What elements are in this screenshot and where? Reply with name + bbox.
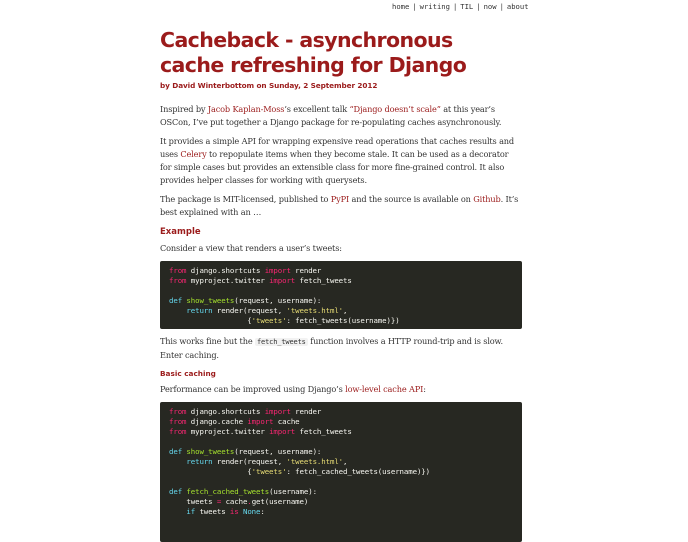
text: at this year’s OSCon, I’ve put together a Django package for re-populating caches asynchronously.	[160, 104, 502, 127]
nav-about[interactable]: about	[506, 2, 529, 11]
code-token: {	[169, 467, 252, 476]
text: This works fine but the	[160, 336, 255, 346]
code-block-cached	[160, 402, 522, 542]
link-github[interactable]: Github	[473, 194, 501, 204]
nav-writing[interactable]: writing	[419, 2, 450, 11]
code-token: (username):	[269, 487, 317, 496]
code-token: myproject.twitter	[186, 427, 270, 436]
link-jacob-kaplan-moss[interactable]: Jacob Kaplan-Moss	[207, 104, 285, 114]
code-token: cache	[273, 417, 300, 426]
text: It provides a simple API for wrapping expensive read operations that caches results and uses	[160, 136, 515, 159]
code-token: import	[264, 266, 291, 275]
code-token: django.shortcuts	[186, 407, 265, 416]
link-django-doesnt-scale[interactable]: “Django doesn’t scale”	[349, 104, 441, 114]
text: :	[423, 384, 426, 394]
code-token: show_tweets	[186, 447, 235, 456]
link-low-level-cache-api[interactable]: low-level cache API	[345, 384, 424, 394]
code-token: from	[169, 427, 187, 436]
byline-middle: on	[254, 81, 269, 90]
code-token: show_tweets	[186, 296, 235, 305]
nav-separator: |	[412, 2, 417, 11]
code-token	[169, 457, 186, 466]
code-token: ,	[343, 306, 348, 315]
code-token: : fetch_cached_tweets(username)})	[286, 467, 430, 476]
byline	[160, 81, 522, 90]
code-token: from	[169, 407, 187, 416]
code-token: is	[229, 507, 239, 516]
code-token: import	[264, 407, 291, 416]
nav-separator: |	[452, 2, 458, 11]
code-token	[169, 306, 186, 315]
inline-code: fetch_tweets	[256, 338, 306, 346]
code-token: :	[260, 507, 265, 516]
text: Inspired by	[160, 104, 208, 114]
code-token: tweets	[195, 507, 230, 516]
heading-basic-caching: Basic caching	[160, 369, 216, 378]
code-token: =	[216, 497, 222, 506]
code-token: tweets	[169, 497, 217, 506]
code-token: fetch_cached_tweets	[186, 487, 270, 496]
text: ’s excellent talk	[284, 104, 350, 114]
code-token: None	[242, 507, 261, 516]
code-token: cache	[221, 497, 248, 506]
link-celery[interactable]: Celery	[180, 149, 207, 159]
code-token: .	[247, 497, 252, 506]
code-token: def	[169, 447, 183, 456]
code-token: ,	[343, 457, 348, 466]
performance-paragraph	[160, 383, 522, 396]
code-token: def	[169, 487, 183, 496]
code-token: 'tweets'	[251, 467, 287, 476]
article	[160, 28, 522, 542]
nav-now[interactable]: now	[483, 2, 497, 11]
code-token: fetch_tweets	[295, 276, 352, 285]
code-token: from	[169, 417, 187, 426]
byline-prefix: by	[160, 81, 173, 90]
code-token: import	[269, 276, 296, 285]
code-token: import	[269, 427, 296, 436]
publish-date: Sunday, 2 September 2012	[268, 81, 378, 90]
nav-til[interactable]: TIL	[460, 2, 474, 11]
intro-paragraph	[160, 103, 522, 129]
code-token: from	[169, 276, 187, 285]
code-token: (request, username):	[234, 296, 322, 305]
code-token: 'tweets.html'	[286, 457, 344, 466]
code-token: render(request,	[212, 306, 287, 315]
code-token: if	[186, 507, 196, 516]
text: Performance can be improved using Django’s	[160, 384, 346, 394]
code-token: myproject.twitter	[186, 276, 270, 285]
code-token: (request, username):	[234, 447, 322, 456]
text: function involves a HTTP round-trip and is slow. Enter caching.	[160, 336, 503, 360]
author: David Winterbottom	[172, 81, 255, 90]
text: and the source is available on	[349, 194, 474, 204]
api-paragraph	[160, 135, 522, 187]
top-nav	[392, 2, 529, 11]
heading-example: Example	[160, 227, 201, 237]
code-token: 'tweets.html'	[286, 306, 344, 315]
code-token: {	[169, 316, 252, 325]
code-token: from	[169, 266, 187, 275]
link-pypi[interactable]: PyPI	[330, 194, 350, 204]
code-token: fetch_tweets	[295, 427, 352, 436]
nav-separator: |	[499, 2, 504, 11]
code-token: render	[290, 407, 322, 416]
page-title: Cacheback - asynchronous cache refreshing for Django	[160, 28, 467, 77]
code-token: 'tweets'	[251, 316, 287, 325]
code-token: return	[186, 306, 213, 315]
code-token: : fetch_tweets(username)})	[286, 316, 400, 325]
license-paragraph	[160, 193, 522, 219]
code-token: def	[169, 296, 183, 305]
code-token: return	[186, 457, 213, 466]
code-token: get(username)	[251, 497, 309, 506]
text: The package is MIT-licensed, published to	[160, 194, 331, 204]
text: to repopulate items when they become stale. It can be used as a decorator for simple cases but provides an extensible class for more fine-grained control. It also provides helper classes for working with querysets.	[160, 149, 509, 185]
nav-separator: |	[476, 2, 481, 11]
code-token: django.shortcuts	[186, 266, 265, 275]
code-token: django.cache	[186, 417, 248, 426]
slow-paragraph	[160, 335, 522, 362]
text: . It’s best explained with an …	[160, 194, 519, 217]
code-block-view	[160, 261, 522, 329]
code-token: import	[247, 417, 274, 426]
code-token: render(request,	[212, 457, 287, 466]
nav-home[interactable]: home	[392, 2, 410, 11]
code-token: render	[290, 266, 322, 275]
example-intro: Consider a view that renders a user’s tweets:	[160, 243, 342, 253]
